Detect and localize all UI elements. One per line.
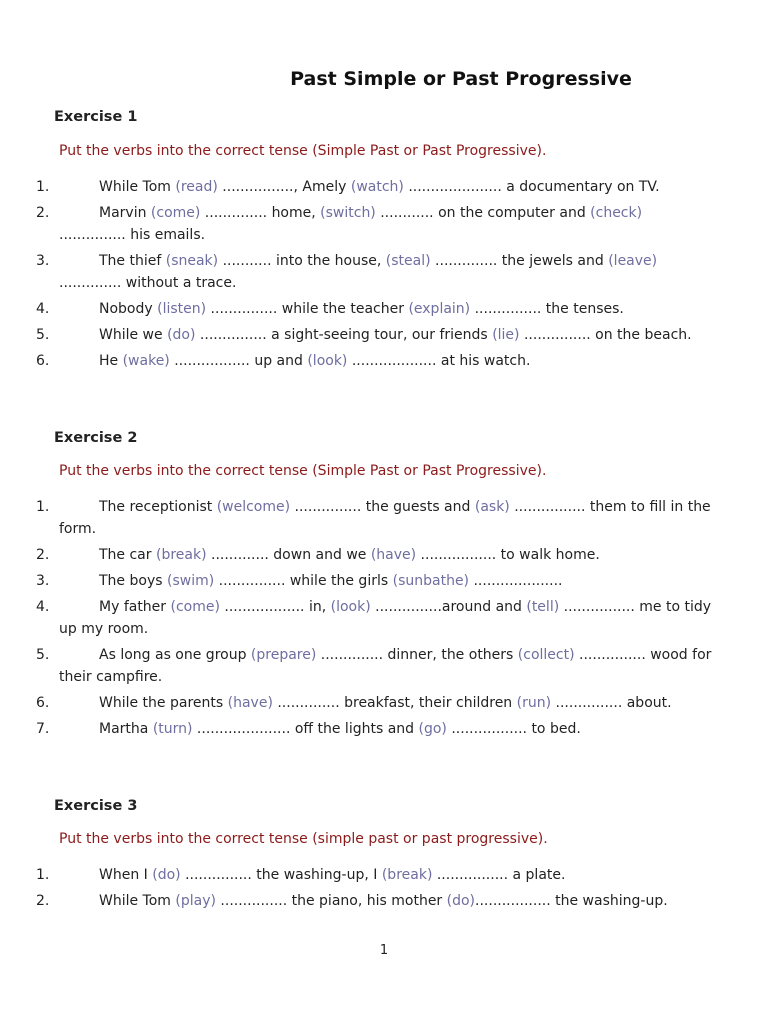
item-number: 5.: [36, 327, 50, 343]
sentence-text: ............... while the teacher: [206, 301, 409, 317]
sentence-text: ....................: [469, 573, 563, 589]
exercise-item: [0, 496, 768, 540]
verb-hint: (do): [446, 893, 476, 909]
exercise-item: [0, 718, 768, 740]
item-number: 6.: [36, 695, 50, 711]
verb-hint: (leave): [608, 253, 658, 269]
sentence-text: .................. in,: [219, 599, 331, 615]
verb-hint: (sneak): [165, 253, 219, 269]
page-title: Past Simple or Past Progressive: [290, 68, 632, 90]
sentence-text: ...............around and: [370, 599, 527, 615]
exercise-item: [0, 644, 768, 688]
sentence-text: .............. breakfast, their children: [272, 695, 517, 711]
sentence-text: ............... the washing-up, I: [180, 867, 382, 883]
exercise-item: [0, 544, 768, 566]
sentence-text: ............... on the beach.: [519, 327, 692, 343]
sentence-text: The thief: [99, 253, 166, 269]
sentence-text: My father: [99, 599, 171, 615]
sentence-text: ........... into the house,: [218, 253, 386, 269]
verb-hint: (read): [175, 179, 218, 195]
sentence-text: .............. home,: [200, 205, 321, 221]
verb-hint: (do): [152, 867, 181, 883]
sentence-text: While the parents: [99, 695, 228, 711]
exercise-item: [0, 890, 768, 912]
verb-hint: (play): [175, 893, 216, 909]
exercise-item: [0, 350, 768, 372]
sentence-text: ............... while the girls: [214, 573, 393, 589]
sentence-text: ................. to bed.: [446, 721, 581, 737]
verb-hint: (come): [170, 599, 220, 615]
sentence-text: The boys: [99, 573, 167, 589]
sentence-text: ............... about.: [551, 695, 672, 711]
verb-hint: (look): [330, 599, 371, 615]
verb-hint: (welcome): [216, 499, 291, 515]
item-number: 4.: [36, 599, 50, 615]
sentence-text: As long as one group: [99, 647, 251, 663]
exercise-2-list: [0, 496, 768, 744]
verb-hint: (steal): [385, 253, 431, 269]
verb-hint: (tell): [526, 599, 560, 615]
verb-hint: (break): [155, 547, 207, 563]
sentence-text: ................ me to tidy up my room.: [59, 599, 712, 637]
sentence-text: He: [99, 353, 123, 369]
exercise-item: [0, 298, 768, 320]
verb-hint: (listen): [157, 301, 207, 317]
sentence-text: ............... the piano, his mother: [215, 893, 447, 909]
verb-hint: (come): [150, 205, 201, 221]
verb-hint: (switch): [320, 205, 376, 221]
verb-hint: (run): [516, 695, 552, 711]
sentence-text: While we: [99, 327, 168, 343]
sentence-text: ............... a sight-seeing tour, our friends: [195, 327, 493, 343]
exercise-3-instruction: Put the verbs into the correct tense (simple past or past progressive).: [59, 831, 548, 847]
sentence-text: ................. up and: [169, 353, 308, 369]
sentence-text: ..................... off the lights and: [192, 721, 419, 737]
item-number: 3.: [36, 573, 50, 589]
exercise-item: [0, 250, 768, 294]
verb-hint: (lie): [492, 327, 520, 343]
sentence-text: The receptionist: [99, 499, 217, 515]
verb-hint: (turn): [152, 721, 193, 737]
verb-hint: (ask): [474, 499, 510, 515]
sentence-text: Marvin: [99, 205, 151, 221]
exercise-item: [0, 324, 768, 346]
item-number: 6.: [36, 353, 50, 369]
verb-hint: (do): [167, 327, 196, 343]
exercise-1-heading: Exercise 1: [54, 109, 138, 125]
item-number: 3.: [36, 253, 50, 269]
exercise-item: [0, 176, 768, 198]
item-number: 1.: [36, 179, 50, 195]
verb-hint: (explain): [408, 301, 471, 317]
exercise-item: [0, 202, 768, 246]
exercise-2-instruction: Put the verbs into the correct tense (Simple Past or Past Progressive).: [59, 463, 547, 479]
sentence-text: ................ them to fill in the form.: [59, 499, 711, 537]
sentence-text: .............. dinner, the others: [316, 647, 518, 663]
exercise-item: [0, 570, 768, 592]
sentence-text: The car: [99, 547, 156, 563]
sentence-text: .............. without a trace.: [59, 275, 237, 291]
verb-hint: (look): [307, 353, 348, 369]
exercise-1-instruction: Put the verbs into the correct tense (Simple Past or Past Progressive).: [59, 143, 547, 159]
verb-hint: (wake): [122, 353, 170, 369]
sentence-text: ............. down and we: [206, 547, 371, 563]
sentence-text: ................. to walk home.: [416, 547, 600, 563]
sentence-text: .............. the jewels and: [430, 253, 609, 269]
verb-hint: (have): [227, 695, 273, 711]
exercise-item: [0, 596, 768, 640]
item-number: 5.: [36, 647, 50, 663]
sentence-text: ................ a plate.: [432, 867, 566, 883]
sentence-text: ................. the washing-up.: [475, 893, 668, 909]
exercise-3-heading: Exercise 3: [54, 798, 138, 814]
sentence-text: ................, Amely: [217, 179, 351, 195]
exercise-2-heading: Exercise 2: [54, 430, 138, 446]
sentence-text: ............ on the computer and: [375, 205, 591, 221]
item-number: 2.: [36, 205, 50, 221]
sentence-text: While Tom: [99, 179, 176, 195]
verb-hint: (swim): [166, 573, 215, 589]
exercise-item: [0, 864, 768, 886]
sentence-text: While Tom: [99, 893, 176, 909]
sentence-text: Martha: [99, 721, 153, 737]
sentence-text: ................... at his watch.: [347, 353, 531, 369]
sentence-text: When I: [99, 867, 153, 883]
sentence-text: ............... wood for their campfire.: [59, 647, 712, 685]
verb-hint: (check): [590, 205, 643, 221]
exercise-1-list: [0, 176, 768, 376]
sentence-text: Nobody: [99, 301, 158, 317]
page-number: 1: [379, 943, 389, 958]
item-number: 7.: [36, 721, 50, 737]
item-number: 2.: [36, 547, 50, 563]
sentence-text: ............... his emails.: [59, 227, 206, 243]
sentence-text: ............... the tenses.: [470, 301, 624, 317]
exercise-3-list: [0, 864, 768, 916]
verb-hint: (break): [381, 867, 433, 883]
verb-hint: (go): [418, 721, 447, 737]
verb-hint: (prepare): [250, 647, 317, 663]
item-number: 1.: [36, 499, 50, 515]
verb-hint: (collect): [517, 647, 575, 663]
exercise-item: [0, 692, 768, 714]
verb-hint: (sunbathe): [392, 573, 470, 589]
verb-hint: (have): [370, 547, 417, 563]
item-number: 1.: [36, 867, 50, 883]
sentence-text: ..................... a documentary on TV.: [403, 179, 660, 195]
sentence-text: ............... the guests and: [290, 499, 475, 515]
item-number: 4.: [36, 301, 50, 317]
item-number: 2.: [36, 893, 50, 909]
verb-hint: (watch): [350, 179, 404, 195]
